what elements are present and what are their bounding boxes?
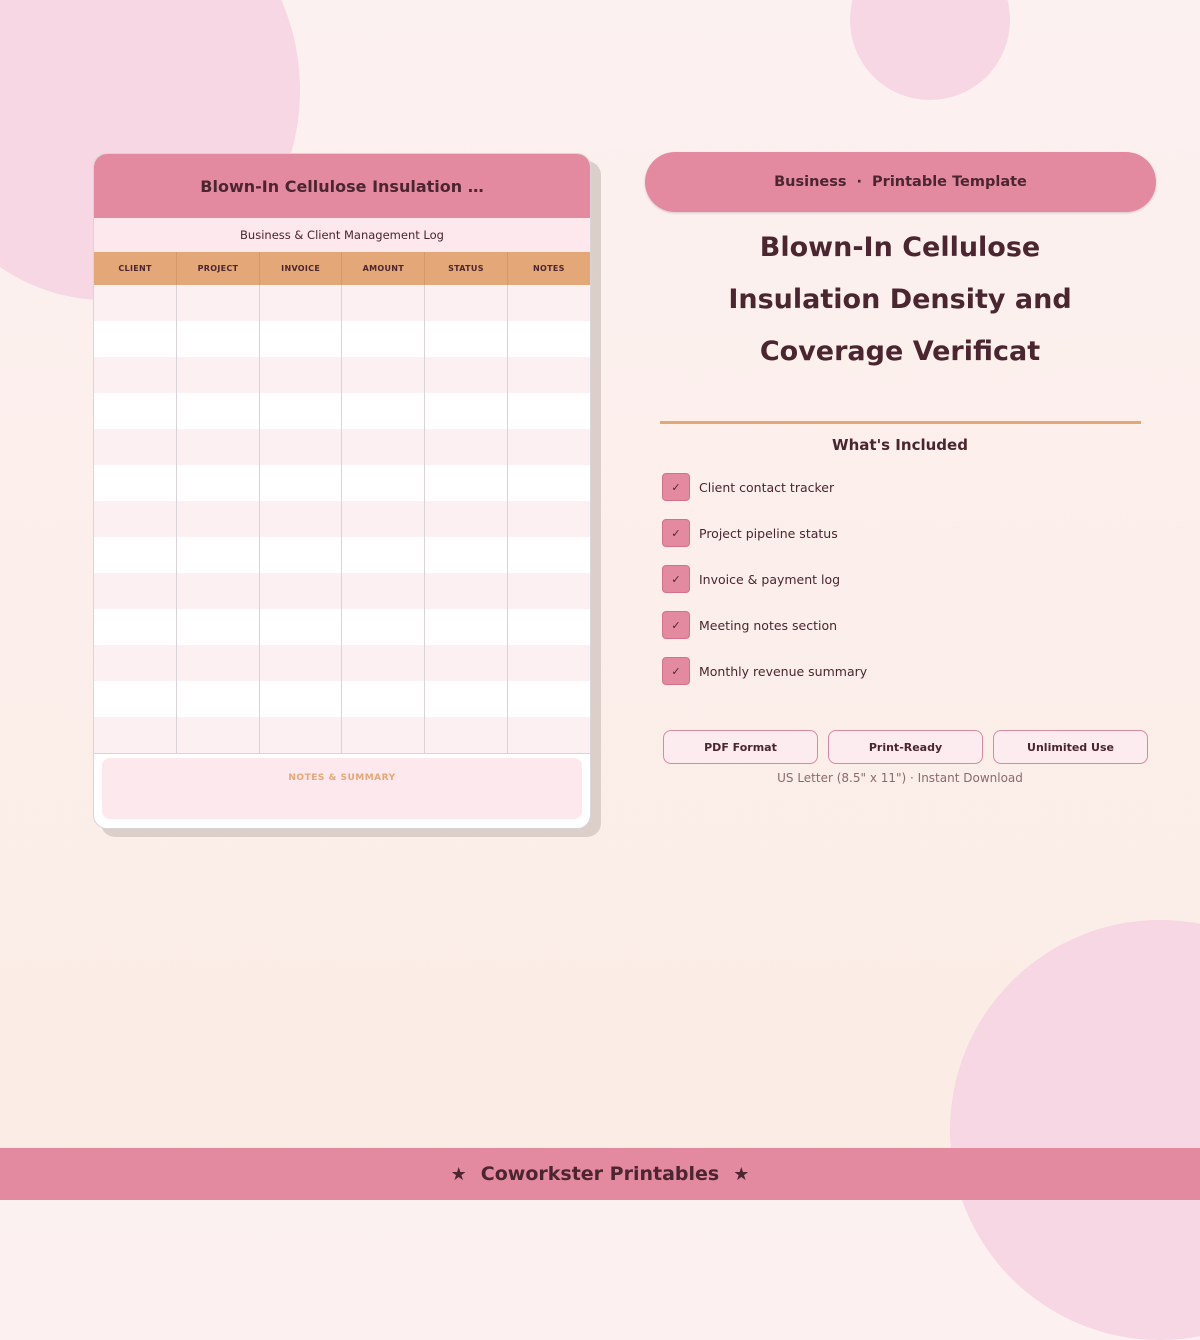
table-cell [507,357,590,393]
feature-item [662,657,867,685]
feature-label: Invoice & payment log [699,571,841,587]
notes-summary-box [102,758,582,819]
log-table-body [94,285,590,754]
product-title-line: Insulation Density and [728,284,1072,315]
feature-item [662,565,840,593]
table-cell [342,285,425,321]
feature-label: Client contact tracker [699,479,835,495]
table-cell [177,321,260,357]
category-separator: · [856,174,863,190]
table-cell [177,393,260,429]
table-cell [425,681,508,717]
table-row [94,285,590,321]
table-row [94,645,590,681]
table-cell [342,717,425,754]
table-cell [342,357,425,393]
table-cell [507,285,590,321]
table-cell [507,609,590,645]
table-cell [94,429,177,465]
table-cell [94,573,177,609]
table-row [94,393,590,429]
check-icon: ✓ [662,611,690,639]
footer-banner [0,1148,1200,1200]
column-header-amount: AMOUNT [342,252,425,285]
table-cell [94,393,177,429]
table-cell [94,501,177,537]
table-cell [177,501,260,537]
table-cell [94,357,177,393]
table-cell [342,609,425,645]
table-cell [177,645,260,681]
table-cell [259,681,342,717]
table-cell [425,609,508,645]
table-cell [507,321,590,357]
table-cell [259,609,342,645]
table-cell [177,573,260,609]
included-heading: What's Included [832,436,968,454]
table-cell [94,645,177,681]
table-row [94,681,590,717]
feature-item [662,473,834,501]
check-icon: ✓ [662,473,690,501]
table-cell [507,717,590,754]
table-row [94,609,590,645]
table-cell [507,645,590,681]
table-cell [94,681,177,717]
table-cell [425,537,508,573]
table-cell [177,285,260,321]
feature-item [662,611,837,639]
badge-pdf-format: PDF Format [663,730,818,764]
table-cell [425,321,508,357]
table-cell [177,357,260,393]
table-cell [507,429,590,465]
table-cell [94,465,177,501]
table-cell [259,645,342,681]
table-cell [259,393,342,429]
table-row [94,465,590,501]
table-cell [507,465,590,501]
template-preview-sheet [93,153,591,829]
table-cell [507,537,590,573]
table-cell [425,285,508,321]
table-cell [177,609,260,645]
table-cell [425,393,508,429]
table-cell [177,429,260,465]
format-info: US Letter (8.5" x 11") · Instant Download [777,771,1023,785]
log-table [94,252,590,754]
table-cell [94,717,177,754]
table-row [94,717,590,754]
table-cell [425,717,508,754]
table-cell [342,645,425,681]
table-cell [259,717,342,754]
table-cell [342,681,425,717]
table-cell [342,393,425,429]
column-header-project: PROJECT [177,252,260,285]
table-cell [259,285,342,321]
table-cell [177,465,260,501]
log-table-header-row [94,252,590,285]
table-cell [507,573,590,609]
table-cell [177,681,260,717]
check-icon: ✓ [662,519,690,547]
product-title [660,222,1140,378]
table-cell [507,681,590,717]
table-cell [425,573,508,609]
table-cell [94,609,177,645]
table-cell [259,429,342,465]
table-cell [259,465,342,501]
table-row [94,321,590,357]
table-cell [342,573,425,609]
table-cell [342,321,425,357]
table-cell [259,573,342,609]
sheet-title: Blown-In Cellulose Insulation … [94,154,590,218]
feature-label: Monthly revenue summary [699,663,868,679]
column-header-invoice: INVOICE [259,252,342,285]
star-icon: ★ [450,1163,467,1185]
template-type-label: Printable Template [872,174,1027,190]
table-cell [425,645,508,681]
feature-label: Project pipeline status [699,525,838,541]
table-cell [94,321,177,357]
feature-item [662,519,838,547]
table-cell [259,321,342,357]
divider [660,421,1141,424]
star-icon: ★ [733,1163,750,1185]
column-header-client: CLIENT [94,252,177,285]
table-cell [259,537,342,573]
table-cell [342,429,425,465]
product-title-line: Coverage Verificat [759,336,1041,367]
table-cell [177,537,260,573]
notes-summary-label: NOTES & SUMMARY [288,773,396,783]
category-label: Business [774,174,847,190]
check-icon: ✓ [662,657,690,685]
badge-print-ready: Print-Ready [828,730,983,764]
product-title-line: Blown-In Cellulose [759,232,1041,263]
column-header-status: STATUS [425,252,508,285]
table-row [94,501,590,537]
table-cell [177,717,260,754]
table-cell [94,285,177,321]
feature-label: Meeting notes section [699,617,838,633]
badge-unlimited-use: Unlimited Use [993,730,1148,764]
table-cell [259,357,342,393]
category-pill [645,152,1156,212]
table-row [94,573,590,609]
table-cell [425,501,508,537]
decor-circle-bottom-right [950,920,1200,1340]
table-cell [342,501,425,537]
table-row [94,429,590,465]
table-cell [507,501,590,537]
table-cell [507,393,590,429]
brand-name: Coworkster Printables [480,1163,720,1185]
check-icon: ✓ [662,565,690,593]
table-cell [425,465,508,501]
decor-circle-top-right [850,0,1010,100]
table-cell [342,537,425,573]
table-row [94,537,590,573]
table-cell [94,537,177,573]
sheet-subtitle: Business & Client Management Log [94,218,590,252]
table-cell [259,501,342,537]
table-cell [425,429,508,465]
table-cell [342,465,425,501]
table-row [94,357,590,393]
table-cell [425,357,508,393]
column-header-notes: NOTES [507,252,590,285]
